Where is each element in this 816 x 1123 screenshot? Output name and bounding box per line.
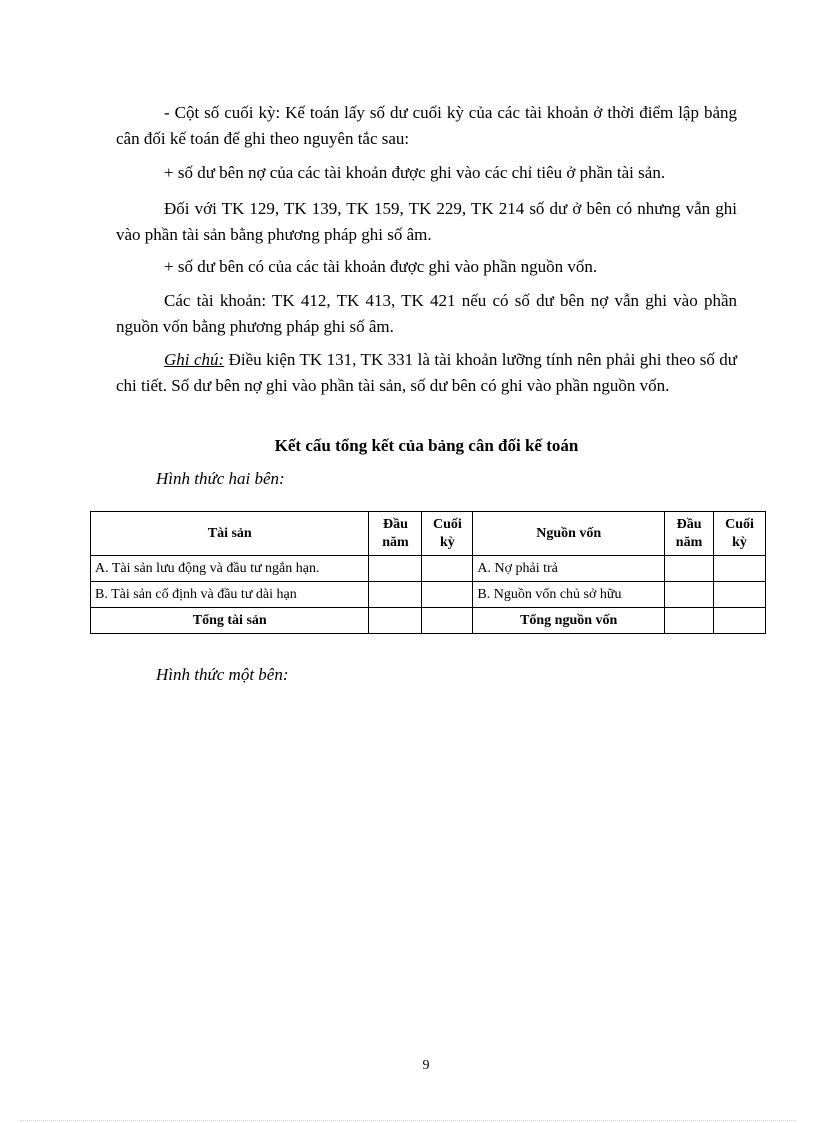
total-assets-cell: Tổng tài sản bbox=[91, 608, 369, 634]
note-label: Ghi chú: bbox=[164, 350, 225, 369]
paragraph-debit-balance: + số dư bên nợ của các tài khoản được ghi vào các chỉ tiêu ở phần tài sản. bbox=[164, 163, 666, 182]
empty-cell bbox=[422, 556, 473, 582]
source-cell: A. Nợ phải trả bbox=[473, 556, 665, 582]
page-bottom-divider bbox=[20, 1120, 796, 1121]
paragraph-credit-balance: + số dư bên có của các tài khoản được ghi vào phần nguồn vốn. bbox=[164, 257, 598, 276]
total-sources-cell: Tổng nguồn vốn bbox=[473, 608, 665, 634]
table-row bbox=[91, 556, 766, 582]
table-row bbox=[91, 582, 766, 608]
one-sided-form-label: Hình thức một bên: bbox=[156, 665, 289, 684]
paragraph-note bbox=[116, 347, 737, 399]
asset-cell: B. Tài sản cố định và đầu tư dài hạn bbox=[91, 582, 369, 608]
empty-cell bbox=[369, 556, 422, 582]
table-total-row bbox=[91, 608, 766, 634]
empty-cell bbox=[714, 582, 766, 608]
paragraph-equity-accounts: Các tài khoản: TK 412, TK 413, TK 421 nếu có số dư bên nợ vẫn ghi vào phần nguồn vốn bằng phương pháp ghi số âm. bbox=[116, 291, 737, 336]
section-heading: Kết cấu tổng kết của bảng cân đối kế toán bbox=[274, 436, 579, 455]
header-end-period-sources: Cuối kỳ bbox=[714, 512, 766, 556]
empty-cell bbox=[714, 556, 766, 582]
empty-cell bbox=[422, 608, 473, 634]
source-cell: B. Nguồn vốn chủ sở hữu bbox=[473, 582, 665, 608]
paragraph-contra-asset-accounts: Đối với TK 129, TK 139, TK 159, TK 229, TK 214 số dư ở bên có nhưng vẫn ghi vào phần tài sản bằng phương pháp ghi số âm. bbox=[116, 199, 737, 244]
paragraph-closing-balance-column: - Cột số cuối kỳ: Kế toán lấy số dư cuối kỳ của các tài khoản ở thời điểm lập bảng cân đối kế toán để ghi theo nguyên tắc sau: bbox=[116, 103, 737, 148]
empty-cell bbox=[665, 608, 714, 634]
asset-cell: A. Tài sản lưu động và đầu tư ngắn hạn. bbox=[91, 556, 369, 582]
empty-cell bbox=[422, 582, 473, 608]
empty-cell bbox=[665, 556, 714, 582]
header-end-period-assets: Cuối kỳ bbox=[422, 512, 473, 556]
table-header-row bbox=[91, 512, 766, 556]
header-begin-year-sources: Đầu năm bbox=[665, 512, 714, 556]
page-number: 9 bbox=[422, 1058, 430, 1073]
balance-sheet-table bbox=[90, 511, 766, 634]
note-text: Điều kiện TK 131, TK 331 là tài khoản lưỡng tính nên phải ghi theo số dư chi tiết. Số dư bên nợ ghi vào phần tài sản, số dư bên có ghi vào phần nguồn vốn. bbox=[116, 350, 737, 395]
empty-cell bbox=[369, 608, 422, 634]
header-begin-year-assets: Đầu năm bbox=[369, 512, 422, 556]
header-assets: Tài sản bbox=[91, 512, 369, 556]
empty-cell bbox=[714, 608, 766, 634]
empty-cell bbox=[665, 582, 714, 608]
empty-cell bbox=[369, 582, 422, 608]
header-sources: Nguồn vốn bbox=[473, 512, 665, 556]
two-sided-form-label: Hình thức hai bên: bbox=[156, 469, 285, 488]
